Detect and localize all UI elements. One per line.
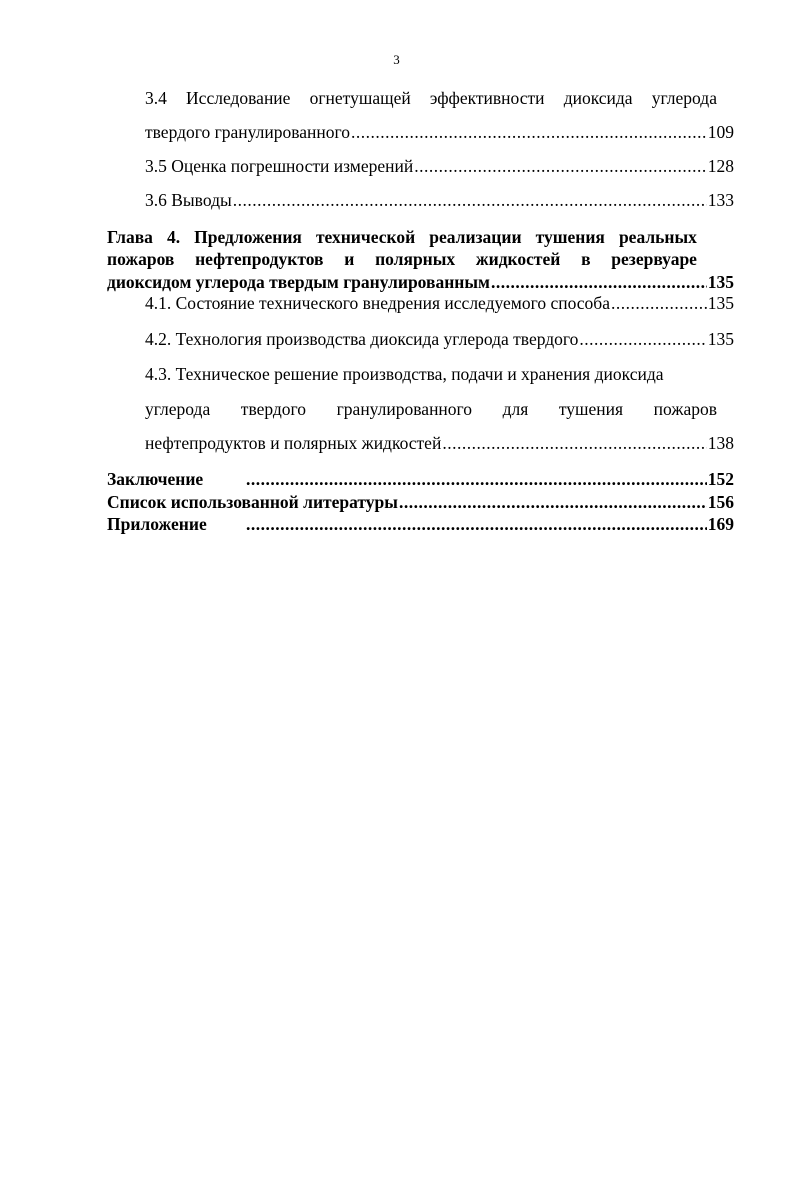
toc-chapter-4-line-2: пожаров нефтепродуктов и полярных жидкостей в резервуаре [107, 249, 697, 269]
toc-entry-label: 4.1. Состояние технического внедрения исследуемого способа [145, 293, 610, 313]
toc-entry-appendix[interactable] [107, 514, 734, 534]
toc-page-number: 135 [707, 329, 734, 349]
toc-page-number: 169 [707, 514, 734, 534]
toc-entry-conclusion[interactable] [107, 469, 734, 489]
toc-entry-3-5[interactable] [145, 156, 734, 176]
toc-entry-references[interactable] [107, 492, 734, 512]
toc-chapter-4-line-3[interactable] [107, 272, 734, 292]
toc-chapter-4-line-1: Глава 4. Предложения технической реализации тушения реальных [107, 227, 697, 247]
dot-leader [442, 433, 706, 453]
toc-page-number: 152 [707, 469, 734, 489]
toc-page-number: 133 [707, 190, 734, 210]
toc-entry-label: Приложение [107, 514, 207, 534]
toc-page-number: 156 [707, 492, 734, 512]
toc-entry-4-3-line-1: 4.3. Техническое решение производства, подачи и хранения диоксида [145, 364, 664, 384]
dot-leader [611, 293, 707, 313]
toc-page-number: 109 [707, 122, 734, 142]
toc-entry-3-4-line-2[interactable] [145, 122, 734, 142]
dot-leader [399, 492, 707, 512]
dot-leader [579, 329, 706, 349]
toc-entry-4-3-line-2: углерода твердого гранулированного для тушения пожаров [145, 399, 717, 419]
toc-entry-label: Заключение [107, 469, 204, 489]
toc-entry-label: 3.6 Выводы [145, 190, 232, 210]
toc-entry-label: 4.2. Технология производства диоксида углерода твердого [145, 329, 579, 349]
toc-page-number: 138 [707, 433, 734, 453]
toc-entry-label: твердого гранулированного [145, 122, 351, 142]
toc-entry-label: нефтепродуктов и полярных жидкостей [145, 433, 442, 453]
toc-entry-label: диоксидом углерода твердым гранулированным [107, 272, 490, 292]
dot-leader [491, 272, 707, 292]
toc-entry-3-4-line-1: 3.4 Исследование огнетушащей эффективности диоксида углерода [145, 88, 717, 108]
page-number: 3 [393, 52, 400, 67]
toc-page-number: 135 [707, 272, 734, 292]
toc-page-number: 135 [707, 293, 734, 313]
toc-entry-4-1[interactable] [145, 293, 734, 313]
dot-leader [246, 514, 707, 534]
dot-leader [414, 156, 707, 176]
dot-leader [246, 469, 707, 489]
dot-leader [351, 122, 707, 142]
toc-entry-label: 3.5 Оценка погрешности измерений [145, 156, 414, 176]
toc-entry-label: Список использованной литературы [107, 492, 398, 512]
toc-page-number: 128 [707, 156, 734, 176]
dot-leader [233, 190, 707, 210]
toc-entry-3-6[interactable] [145, 190, 734, 210]
toc-entry-4-3-line-3[interactable] [145, 433, 734, 453]
toc-entry-4-2[interactable] [145, 329, 734, 349]
